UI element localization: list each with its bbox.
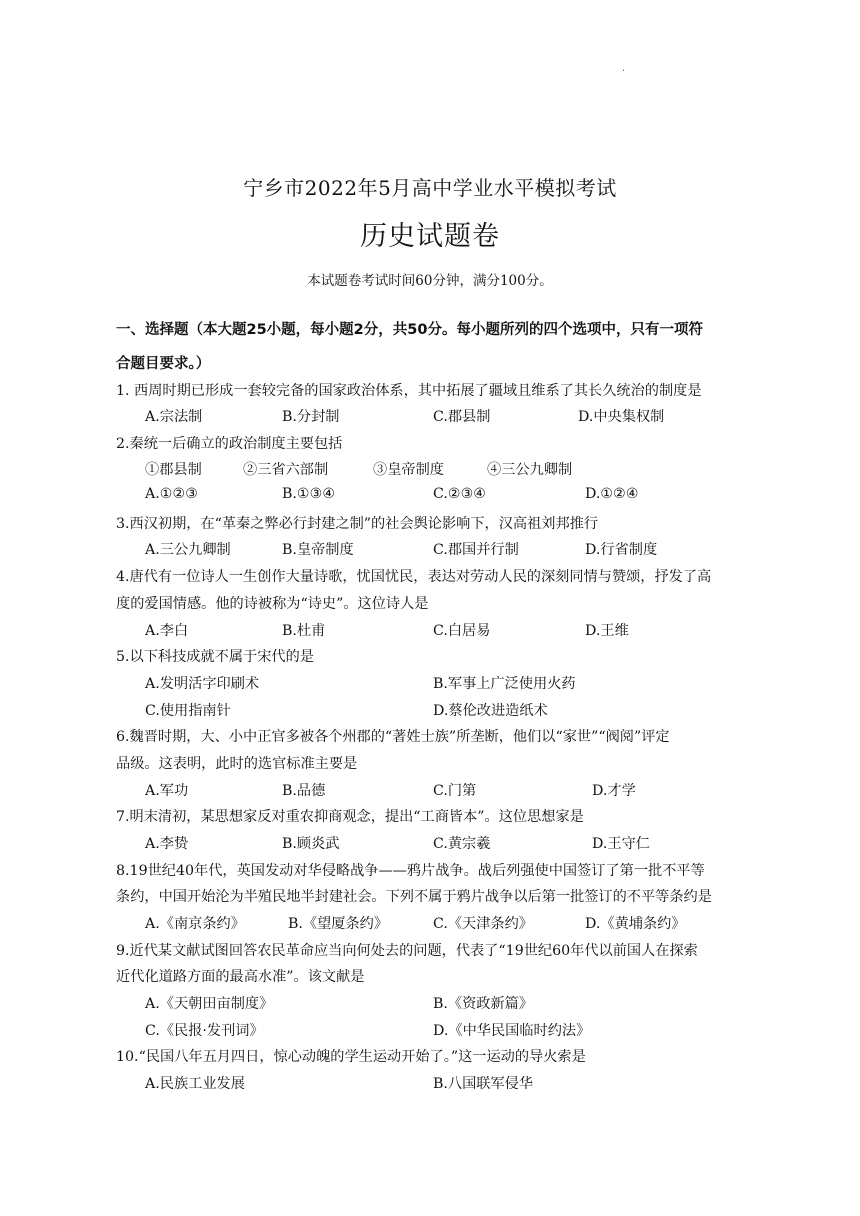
question-stem: 6.魏晋时期，大、小中正官多被各个州郡的“著姓士族”所垄断，他们以“家世”“阀阅”评定 (116, 729, 670, 745)
option-a: A.①②③ (145, 486, 198, 502)
option-c: C.《民报·发刊词》 (145, 1023, 264, 1039)
option-a: A.李白 (145, 623, 189, 639)
statement-item: ②三省六部制 (243, 462, 329, 478)
header-mark: · (622, 66, 626, 77)
question-stem: 10.“民国八年五月四日，惊心动魄的学生运动开始了。”这一运动的导火索是 (116, 1049, 586, 1065)
section-heading-line1: 一、选择题（本大题25小题，每小题2分，共50分。每小题所列的四个选项中，只有一项符 (116, 322, 703, 338)
option-b: B.皇帝制度 (282, 542, 354, 558)
option-d: D.中央集权制 (578, 409, 665, 425)
question-stem: 近代化道路方面的最高水准”。该文献是 (116, 969, 365, 985)
exam-subtitle: 历史试题卷 (360, 221, 500, 252)
option-b: B.品德 (282, 783, 326, 799)
option-a: A.三公九卿制 (145, 542, 231, 558)
question-stem: 品级。这表明，此时的选官标准主要是 (116, 756, 358, 772)
option-c: C.白居易 (433, 623, 491, 639)
question-stem: 4.唐代有一位诗人一生创作大量诗歌，忧国忧民，表达对劳动人民的深刻同情与赞颂，抒发了高 (116, 569, 712, 585)
question-stem: 9.近代某文献试图回答农民革命应当向何处去的问题，代表了“19世纪60年代以前国人在探索 (116, 943, 698, 959)
option-b: B.《望厦条约》 (288, 916, 389, 932)
question-stem: 条约，中国开始沦为半殖民地半封建社会。下列不属于鸦片战争以后第一批签订的不平等条约是 (116, 889, 712, 905)
option-d: D.《黄埔条约》 (585, 916, 686, 932)
option-b: B.顾炎武 (282, 836, 340, 852)
option-d: D.《中华民国临时约法》 (433, 1023, 591, 1039)
option-a: A.李贽 (145, 836, 189, 852)
option-c: C.郡县制 (433, 409, 491, 425)
statement-item: ①郡县制 (145, 462, 202, 478)
option-d: D.才学 (592, 783, 636, 799)
option-d: D.王守仁 (592, 836, 650, 852)
exam-note: 本试题卷考试时间60分钟，满分100分。 (307, 273, 553, 289)
question-stem: 1. 西周时期已形成一套较完备的国家政治体系，其中拓展了疆域且维系了其长久统治的制度是 (116, 383, 702, 399)
option-c: C.②③④ (433, 486, 487, 502)
option-a: A.《南京条约》 (145, 916, 245, 932)
option-a: A.发明活字印刷术 (145, 676, 260, 692)
option-b: B.杜甫 (282, 623, 326, 639)
option-b: B.①③④ (282, 486, 336, 502)
question-stem: 度的爱国情感。他的诗被称为“诗史”。这位诗人是 (116, 596, 429, 612)
question-stem: 2.秦统一后确立的政治制度主要包括 (116, 436, 343, 452)
option-d: D.王维 (585, 623, 629, 639)
option-a: A.宗法制 (145, 409, 203, 425)
option-c: C.门第 (433, 783, 477, 799)
option-c: C.郡国并行制 (433, 542, 519, 558)
option-b: B.军事上广泛使用火药 (433, 676, 576, 692)
exam-title: 宁乡市2022年5月高中学业水平模拟考试 (243, 176, 617, 200)
option-d: D.蔡伦改进造纸术 (433, 703, 548, 719)
option-b: B.分封制 (282, 409, 340, 425)
question-stem: 8.19世纪40年代，英国发动对华侵略战争——鸦片战争。战后列强使中国签订了第一批不平等 (116, 863, 705, 879)
option-a: A.军功 (145, 783, 189, 799)
section-heading-line2: 合题目要求。） (116, 356, 211, 372)
statement-item: ④三公九卿制 (487, 462, 573, 478)
question-stem: 3.西汉初期，在“革秦之弊必行封建之制”的社会舆论影响下，汉高祖刘邦推行 (116, 516, 599, 532)
option-d: D.行省制度 (585, 542, 658, 558)
option-a: A.民族工业发展 (145, 1076, 245, 1092)
option-a: A.《天朝田亩制度》 (145, 996, 274, 1012)
option-d: D.①②④ (585, 486, 639, 502)
question-stem: 7.明末清初，某思想家反对重农抑商观念，提出“工商皆本”。这位思想家是 (116, 809, 584, 825)
option-b: B.《资政新篇》 (433, 996, 534, 1012)
option-b: B.八国联军侵华 (433, 1076, 534, 1092)
option-c: C.使用指南针 (145, 703, 231, 719)
option-c: C.黄宗羲 (433, 836, 491, 852)
statement-item: ③皇帝制度 (373, 462, 444, 478)
option-c: C.《天津条约》 (433, 916, 533, 932)
question-stem: 5.以下科技成就不属于宋代的是 (116, 649, 314, 665)
